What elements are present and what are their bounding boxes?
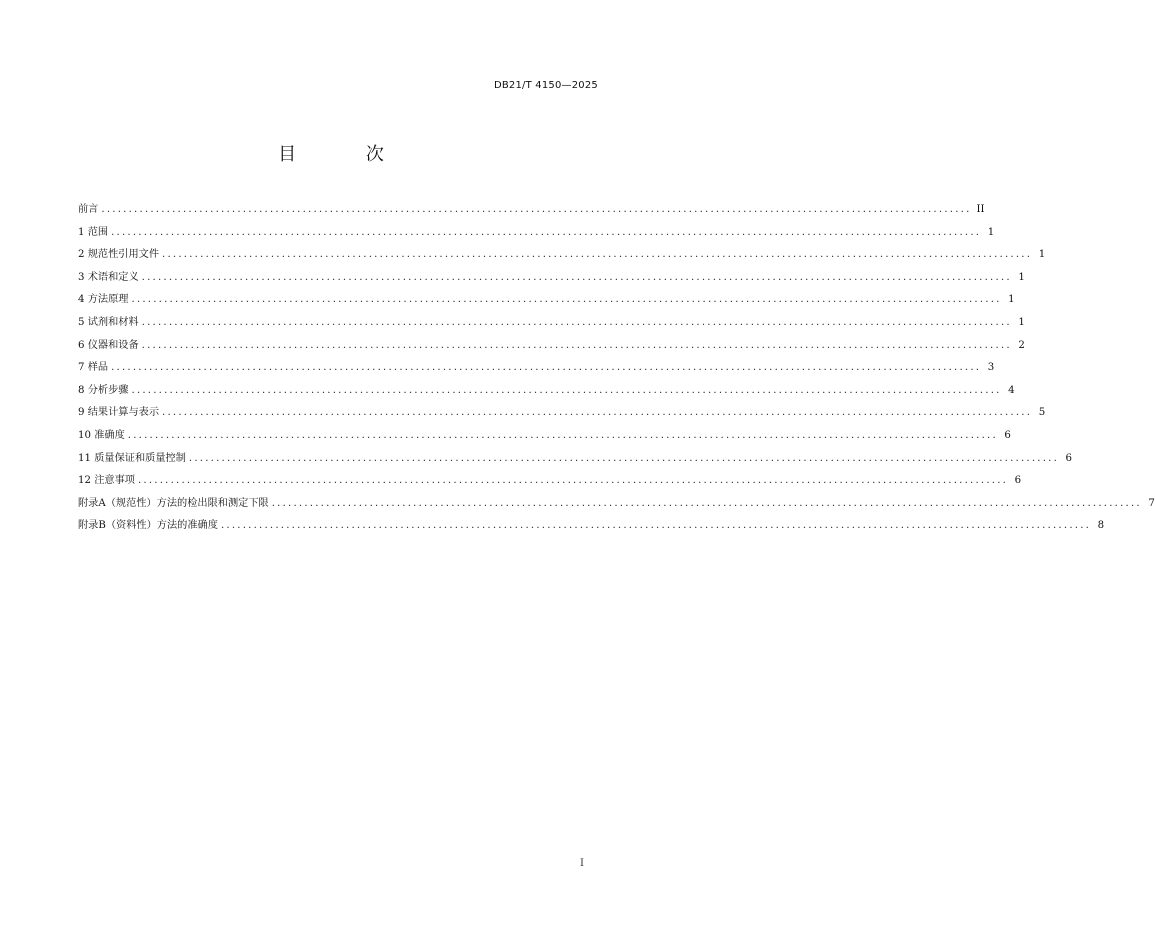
toc-entry-label: 附录A（规范性）方法的检出限和测定下限: [78, 497, 269, 509]
toc-entry-appendix-a[interactable]: [78, 494, 1155, 517]
toc-entry-label: 4 方法原理: [78, 294, 129, 306]
toc-leader-dots: ................................................................................................................................................................: [162, 407, 1033, 419]
toc-entry-terms-definitions[interactable]: [78, 268, 1025, 291]
toc-entry-method-principle[interactable]: [78, 290, 1015, 313]
toc-entry-result-calculation[interactable]: [78, 403, 1046, 426]
toc-leader-dots: ................................................................................................................................................................: [162, 249, 1033, 261]
toc-leader-dots: ................................................................................................................................................................: [131, 294, 1002, 306]
toc-entry-page: 1: [1008, 294, 1015, 306]
toc-entry-page: 1: [1018, 316, 1025, 328]
toc-entry-page: 2: [1018, 339, 1025, 351]
toc-entry-accuracy[interactable]: [78, 426, 1011, 449]
toc-entry-page: 3: [987, 362, 995, 374]
page-number: I: [580, 858, 584, 869]
toc-entry-page: 1: [1038, 249, 1046, 261]
toc-entry-page: 1: [987, 226, 995, 238]
toc-entry-label: 2 规范性引用文件: [78, 249, 160, 261]
toc-entry-normative-references[interactable]: [78, 245, 1046, 268]
toc-leader-dots: ................................................................................................................................................................: [127, 429, 998, 441]
toc-leader-dots: ................................................................................................................................................................: [111, 226, 982, 238]
toc-leader-dots: ................................................................................................................................................................: [188, 452, 1060, 464]
toc-entry-reagents-materials[interactable]: [78, 313, 1025, 336]
toc-entry-label: 9 结果计算与表示: [78, 407, 160, 419]
toc-entry-foreword[interactable]: [78, 200, 985, 223]
toc-entry-label: 7 样品: [78, 362, 109, 374]
toc-leader-dots: ................................................................................................................................................................: [111, 362, 982, 374]
toc-entry-label: 6 仪器和设备: [78, 339, 139, 351]
toc-leader-dots: ................................................................................................................................................................: [137, 475, 1009, 487]
toc-leader-dots: ................................................................................................................................................................: [141, 271, 1012, 283]
toc-entry-page: II: [976, 204, 985, 215]
toc-entry-label: 附录B（资料性）方法的准确度: [78, 520, 218, 532]
toc-leader-dots: ................................................................................................................................................................: [141, 339, 1012, 351]
toc-leader-dots: ................................................................................................................................................................: [220, 520, 1092, 532]
standard-code: DB21/T 4150—2025: [493, 80, 598, 91]
toc-leader-dots: ................................................................................................................................................................: [101, 204, 972, 215]
toc-entry-page: 7: [1148, 497, 1155, 509]
toc-leader-dots: ................................................................................................................................................................: [271, 497, 1142, 509]
toc-entry-label: 8 分析步骤: [78, 384, 129, 396]
toc-entry-page: 8: [1097, 520, 1105, 532]
toc-entry-instruments-equipment[interactable]: [78, 336, 1025, 359]
toc-entry-label: 3 术语和定义: [78, 271, 139, 283]
toc-entry-appendix-b[interactable]: [78, 516, 1105, 539]
toc-entry-label: 10 准确度: [78, 429, 125, 441]
toc-entry-scope[interactable]: [78, 223, 995, 246]
page-title: 目 次: [278, 144, 416, 165]
toc-entry-label: 12 注意事项: [78, 475, 135, 487]
toc-entry-page: 1: [1018, 271, 1025, 283]
toc-entry-page: 6: [1004, 429, 1011, 441]
toc-entry-notes[interactable]: [78, 471, 1022, 494]
toc-leader-dots: ................................................................................................................................................................: [131, 384, 1002, 396]
toc-entry-label: 前言: [78, 204, 99, 215]
table-of-contents: [78, 200, 1155, 539]
toc-entry-page: 6: [1014, 475, 1022, 487]
toc-entry-label: 1 范围: [78, 226, 109, 238]
toc-entry-label: 11 质量保证和质量控制: [78, 452, 186, 464]
toc-entry-analysis-steps[interactable]: [78, 381, 1015, 404]
toc-entry-samples[interactable]: [78, 358, 995, 381]
toc-entry-page: 4: [1008, 384, 1015, 396]
toc-entry-label: 5 试剂和材料: [78, 316, 139, 328]
toc-leader-dots: ................................................................................................................................................................: [141, 316, 1012, 328]
toc-entry-page: 5: [1038, 407, 1046, 419]
toc-entry-quality-control[interactable]: [78, 449, 1073, 472]
toc-entry-page: 6: [1065, 452, 1073, 464]
